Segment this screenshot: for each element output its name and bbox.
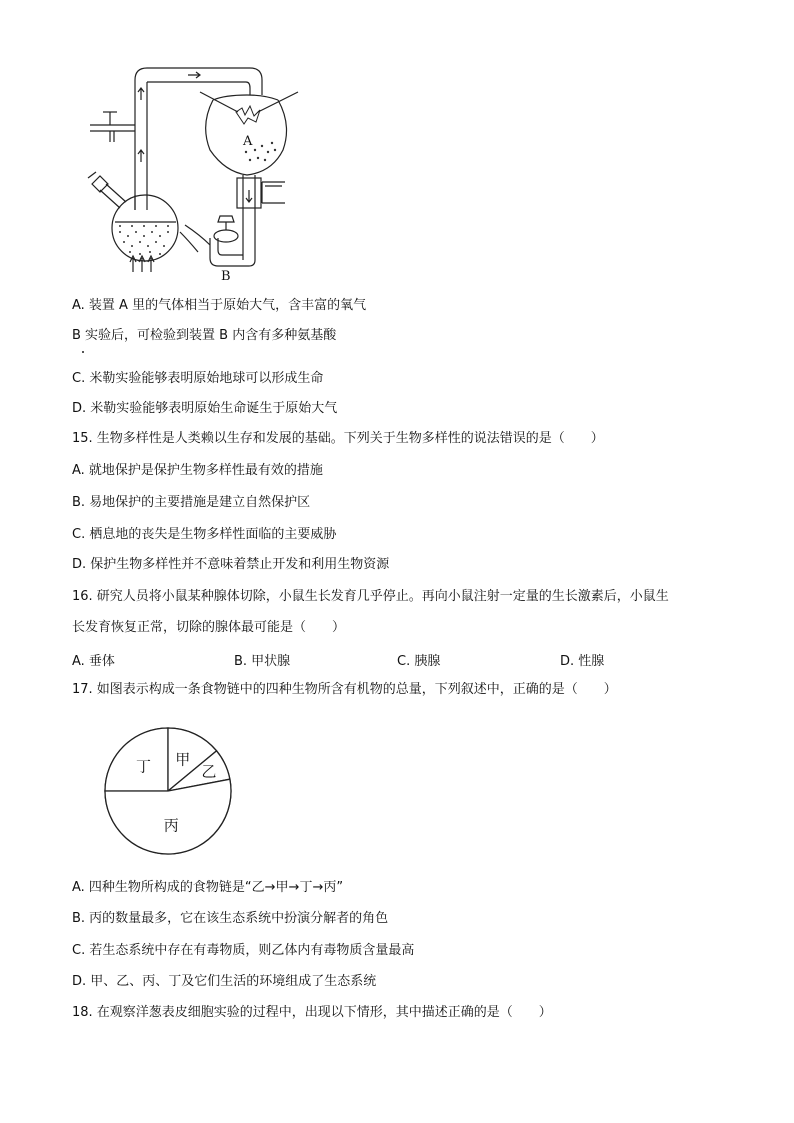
q16-option-d: D. 性腺 xyxy=(560,654,605,669)
miller-apparatus-diagram xyxy=(0,0,794,290)
q16-option-a: A. 垂体 xyxy=(72,654,115,669)
q15-option-a: A. 就地保护是保护生物多样性最有效的措施 xyxy=(72,463,323,478)
apparatus-label-a: A xyxy=(243,134,253,149)
q17-option-b: B. 丙的数量最多，它在该生态系统中扮演分解者的角色 xyxy=(72,911,389,926)
pie-slice-label-2: 乙 xyxy=(201,762,217,781)
q17-option-c: C. 若生态系统中存在有毒物质，则乙体内有毒物质含量最高 xyxy=(72,943,415,958)
q18-stem: 18. 在观察洋葱表皮细胞实验的过程中，出现以下情形，其中描述正确的是（ ） xyxy=(72,1005,552,1020)
q17-stem: 17. 如图表示构成一条食物链中的四种生物所含有机物的总量，下列叙述中，正确的是（ ） xyxy=(72,682,617,697)
pie-slice-label-1: 甲 xyxy=(175,750,191,769)
q17-option-a: A. 四种生物所构成的食物链是“乙→甲→丁→丙” xyxy=(72,880,344,895)
apparatus-label-b: B xyxy=(221,269,231,284)
q16-stem-line2: 长发育恢复正常，切除的腺体最可能是（ ） xyxy=(72,620,346,635)
q15-option-c: C. 栖息地的丧失是生物多样性面临的主要威胁 xyxy=(72,527,337,542)
pie-slice-label-0: 丁 xyxy=(135,757,152,776)
stray-dot xyxy=(82,351,84,353)
q16-option-b: B. 甲状腺 xyxy=(234,654,291,669)
pie-slice-label-3: 丙 xyxy=(163,816,179,835)
q14-option-a: A. 装置 A 里的气体相当于原始大气，含丰富的氧气 xyxy=(72,298,367,313)
q17-option-d: D. 甲、乙、丙、丁及它们生活的环境组成了生态系统 xyxy=(72,974,377,989)
q16-options xyxy=(0,650,794,668)
q14-option-b: B 实验后，可检验到装置 B 内含有多种氨基酸 xyxy=(72,328,337,343)
q16-stem-line1: 16. 研究人员将小鼠某种腺体切除，小鼠生长发育几乎停止。再向小鼠注射一定量的生长激素后，小鼠生 xyxy=(72,589,669,604)
q14-option-c: C. 米勒实验能够表明原始地球可以形成生命 xyxy=(72,371,324,386)
q14-option-d: D. 米勒实验能够表明原始生命诞生于原始大气 xyxy=(72,401,338,416)
q15-option-d: D. 保护生物多样性并不意味着禁止开发和利用生物资源 xyxy=(72,557,390,572)
organic-matter-pie-chart xyxy=(101,725,241,865)
q15-option-b: B. 易地保护的主要措施是建立自然保护区 xyxy=(72,495,311,510)
q15-stem: 15. 生物多样性是人类赖以生存和发展的基础。下列关于生物多样性的说法错误的是（ ） xyxy=(72,431,604,446)
q16-option-c: C. 胰腺 xyxy=(397,654,441,669)
